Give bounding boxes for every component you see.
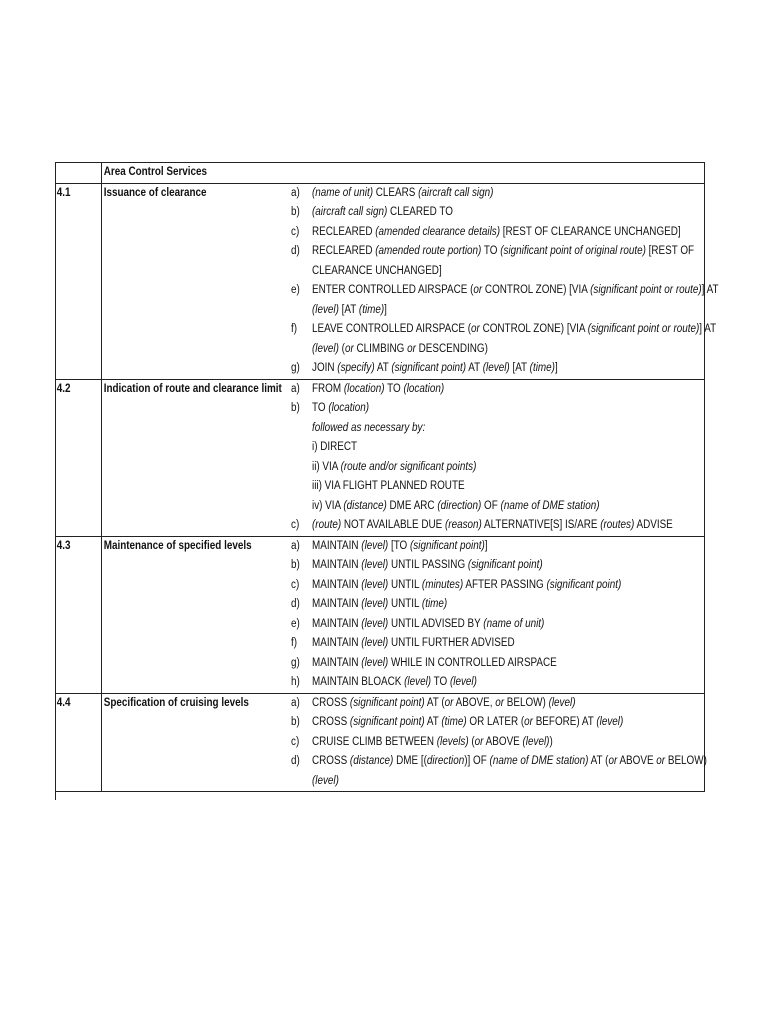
table-row: [55, 380, 704, 537]
phrase-fragment: MAINTAIN: [312, 656, 362, 669]
item-label: b): [291, 402, 300, 414]
phrase-text: [312, 477, 465, 497]
phrase-text: [312, 184, 493, 204]
phrase-fragment: FROM: [312, 382, 344, 395]
phrase-text: [312, 772, 339, 792]
placeholder-text: (aircraft call sign): [418, 186, 494, 199]
phrase-fragment: CLIMBING: [353, 342, 408, 355]
phrase-fragment: TO: [431, 676, 450, 688]
placeholder-text: followed as necessary by:: [312, 421, 426, 434]
phrase-fragment: (: [338, 342, 345, 355]
phrase-fragment: (: [468, 735, 475, 748]
placeholder-text: (levels): [436, 735, 469, 748]
phrase-line: [281, 615, 704, 635]
phrase-text: [312, 281, 719, 301]
phrase-fragment: ABOVE: [483, 735, 523, 748]
phrase-line: [281, 772, 704, 792]
item-label: d): [291, 245, 300, 257]
placeholder-text: (name of DME station): [500, 499, 600, 512]
phrase-text: [312, 615, 544, 635]
phrase-text: [312, 654, 557, 674]
phrase-fragment: NOT AVAILABLE DUE: [341, 519, 446, 531]
placeholder-text: (location): [343, 382, 385, 395]
placeholder-text: (level): [361, 617, 389, 630]
phrase-line: [281, 733, 704, 753]
item-label: c): [291, 519, 300, 531]
phrase-text: [312, 438, 357, 458]
phrase-fragment: ALTERNATIVE[S] IS/ARE: [481, 519, 601, 531]
phrase-text: [312, 576, 621, 596]
phrase-text: [312, 301, 387, 321]
clause-number: 4.1: [56, 186, 71, 199]
phrase-line: [281, 497, 704, 517]
phrase-fragment: MAINTAIN: [312, 617, 362, 630]
phrase-fragment: DME ARC: [386, 499, 438, 512]
placeholder-text: (level): [404, 676, 432, 688]
clause-title: Indication of route and clearance limit: [103, 382, 282, 395]
phrase-line: [281, 634, 704, 654]
placeholder-text: (distance): [343, 499, 387, 512]
phrase-fragment: iv) VIA: [312, 499, 344, 512]
phrase-line: [281, 419, 704, 439]
clause-number: 4.3: [56, 539, 71, 552]
placeholder-text: or: [344, 342, 354, 355]
placeholder-text: (route): [312, 519, 342, 531]
item-label: g): [291, 362, 300, 374]
placeholder-text: (significant point): [349, 696, 425, 709]
phrase-fragment: TO: [481, 245, 501, 257]
phrase-text: [312, 634, 515, 654]
phrase-line: [281, 694, 704, 714]
placeholder-text: (name of DME station): [489, 755, 589, 767]
phrase-text: [312, 556, 543, 576]
placeholder-text: (route and/or significant points): [340, 460, 477, 473]
phrase-line: [281, 380, 704, 400]
placeholder-text: (direction): [437, 499, 482, 512]
placeholder-text: (minutes): [421, 578, 464, 591]
phrase-text: [312, 673, 477, 693]
placeholder-text: (significant point): [349, 716, 425, 728]
phrase-fragment: BELOW): [665, 755, 707, 767]
placeholder-text: or: [407, 342, 416, 355]
placeholder-text: (level): [482, 362, 510, 374]
item-label: d): [291, 755, 300, 767]
placeholder-text: (location): [328, 402, 370, 414]
placeholder-text: (level): [312, 342, 339, 355]
item-label: d): [291, 598, 300, 610]
phrase-list: [281, 694, 707, 792]
placeholder-text: (significant point): [391, 362, 467, 374]
phrase-text: [312, 359, 558, 379]
placeholder-text: (name of unit): [312, 186, 374, 199]
phrase-text: [312, 752, 707, 772]
phrase-fragment: LEAVE CONTROLLED AIRSPACE (: [312, 323, 472, 335]
placeholder-text: or: [656, 755, 666, 767]
phrase-text: [312, 242, 694, 262]
placeholder-text: (significant point or route): [590, 284, 702, 296]
phrase-fragment: ]: [484, 539, 488, 552]
phrase-fragment: CONTROL ZONE) [VIA: [482, 284, 591, 296]
clause-title: Maintenance of specified levels: [103, 539, 252, 552]
phrase-line: [281, 281, 719, 301]
phrase-fragment: AT (: [588, 755, 609, 767]
phrase-text: [312, 516, 673, 536]
phrase-fragment: CONTROL ZONE) [VIA: [479, 323, 588, 335]
phrase-fragment: [AT: [338, 303, 359, 316]
phrase-fragment: JOIN: [312, 362, 338, 374]
placeholder-text: (level): [361, 559, 389, 571]
phrase-fragment: RECLEARED: [312, 245, 376, 257]
phrase-line: [281, 654, 704, 674]
item-label: a): [291, 186, 300, 199]
phrase-fragment: OR LATER (: [466, 716, 525, 728]
phrase-fragment: ENTER CONTROLLED AIRSPACE (: [312, 284, 474, 296]
placeholder-text: (level): [361, 598, 389, 610]
item-label: e): [291, 617, 300, 630]
placeholder-text: (specify): [337, 362, 375, 374]
placeholder-text: or: [608, 755, 618, 767]
phrase-text: [312, 497, 599, 517]
phrase-text: [312, 262, 442, 282]
phrase-line: [281, 477, 704, 497]
phrase-line: [281, 301, 704, 321]
phrase-text: [312, 694, 575, 714]
phrase-line: [281, 595, 704, 615]
item-label: e): [291, 284, 300, 296]
phrase-fragment: iii) VIA FLIGHT PLANNED ROUTE: [312, 480, 465, 492]
phrase-fragment: OF: [481, 499, 501, 512]
phrase-fragment: )] OF: [464, 755, 490, 767]
phrase-fragment: MAINTAIN BLOACK: [312, 676, 405, 688]
phrase-line: [281, 340, 704, 360]
placeholder-text: (significant point): [467, 559, 543, 571]
phrase-fragment: CROSS: [312, 696, 350, 709]
item-label: b): [291, 716, 300, 728]
phraseology-table: [55, 162, 719, 792]
placeholder-text: or: [495, 696, 505, 709]
placeholder-text: (level): [361, 637, 389, 649]
phrase-line: [281, 262, 704, 282]
phrase-text: [312, 340, 488, 360]
phrase-text: [312, 733, 553, 753]
phrase-fragment: UNTIL ADVISED BY: [388, 617, 484, 630]
placeholder-text: (aircraft call sign): [312, 206, 388, 218]
phrase-fragment: DESCENDING): [415, 342, 488, 355]
item-label: f): [291, 323, 298, 335]
phrase-fragment: i) DIRECT: [312, 441, 358, 453]
placeholder-text: (significant point): [546, 578, 622, 591]
phrase-line: [281, 516, 704, 536]
phrase-fragment: CROSS: [312, 716, 350, 728]
phrase-fragment: AT: [374, 362, 392, 374]
placeholder-text: (level): [596, 716, 624, 728]
phrase-line: [281, 242, 704, 262]
phrase-fragment: AT: [424, 716, 442, 728]
phrase-fragment: AT (: [424, 696, 445, 709]
placeholder-text: (distance): [349, 755, 394, 767]
phrase-line: [281, 576, 704, 596]
placeholder-text: (level): [361, 539, 389, 552]
phrase-line: [281, 713, 704, 733]
phrase-line: [281, 556, 704, 576]
phrase-line: [281, 752, 707, 772]
placeholder-text: (level): [548, 696, 576, 709]
phrase-line: [281, 438, 704, 458]
phrase-line: [281, 184, 704, 204]
placeholder-text: (level): [361, 656, 389, 669]
phrase-fragment: UNTIL: [388, 598, 422, 610]
table-row: [55, 694, 707, 793]
phrase-fragment: MAINTAIN: [312, 559, 362, 571]
phrase-fragment: [REST OF: [645, 245, 695, 257]
phrase-fragment: [AT: [509, 362, 530, 374]
phrase-line: [281, 223, 704, 243]
placeholder-text: (time): [441, 716, 467, 728]
phrase-fragment: MAINTAIN: [312, 539, 362, 552]
phrase-text: [312, 203, 453, 223]
phrase-line: [281, 359, 704, 379]
placeholder-text: (level): [522, 735, 550, 748]
placeholder-text: or: [471, 323, 480, 335]
phrase-text: [312, 380, 444, 400]
phrase-fragment: TO: [384, 382, 404, 395]
phrase-text: [312, 595, 447, 615]
phrase-text: [312, 713, 623, 733]
phrase-line: [281, 458, 704, 478]
phrase-line: [281, 399, 704, 419]
table-row: [55, 184, 719, 380]
phrase-text: [312, 320, 716, 340]
placeholder-text: direction: [426, 755, 465, 767]
phrase-fragment: ] AT: [699, 323, 717, 335]
phrase-fragment: [REST OF CLEARANCE UNCHANGED]: [500, 225, 681, 238]
placeholder-text: (time): [358, 303, 385, 316]
phrase-fragment: ): [549, 735, 553, 748]
table-row: [55, 537, 704, 694]
item-label: c): [291, 735, 300, 748]
phrase-fragment: ABOVE: [617, 755, 657, 767]
item-label: a): [291, 696, 300, 709]
phrase-fragment: BELOW): [504, 696, 549, 709]
phrase-fragment: ]: [384, 303, 387, 316]
phrase-text: [312, 223, 681, 243]
phrase-text: [312, 458, 476, 478]
placeholder-text: (name of unit): [483, 617, 545, 630]
placeholder-text: or: [444, 696, 454, 709]
phrase-fragment: UNTIL FURTHER ADVISED: [388, 637, 515, 649]
phrase-fragment: AFTER PASSING: [463, 578, 547, 591]
item-label: c): [291, 225, 300, 238]
item-label: c): [291, 578, 300, 591]
phrase-line: [281, 203, 704, 223]
phrase-text: [312, 419, 425, 439]
clause-number: 4.2: [56, 382, 71, 395]
placeholder-text: (significant point): [410, 539, 485, 552]
clause-number: 4.4: [56, 696, 71, 709]
placeholder-text: (amended clearance details): [375, 225, 501, 238]
placeholder-text: (location): [403, 382, 445, 395]
section-title: Area Control Services: [103, 166, 208, 178]
placeholder-text: (time): [529, 362, 555, 374]
phrase-list: [281, 537, 704, 693]
placeholder-text: (significant point of original route): [500, 245, 646, 257]
placeholder-text: (time): [421, 598, 448, 610]
placeholder-text: (level): [361, 578, 389, 591]
phrase-fragment: ADVISE: [634, 519, 673, 531]
placeholder-text: (significant point or route): [587, 323, 700, 335]
phrase-fragment: WHILE IN CONTROLLED AIRSPACE: [388, 656, 557, 669]
phrase-fragment: ] AT: [701, 284, 719, 296]
phrase-fragment: MAINTAIN: [312, 637, 362, 649]
phrase-text: [312, 399, 369, 419]
placeholder-text: or: [524, 716, 533, 728]
item-label: h): [291, 676, 300, 688]
phrase-fragment: RECLEARED: [312, 225, 376, 238]
phrase-fragment: AT: [466, 362, 483, 374]
placeholder-text: or: [473, 284, 483, 296]
item-label: a): [291, 539, 300, 552]
clause-title: Specification of cruising levels: [103, 696, 249, 709]
placeholder-text: (level): [312, 303, 339, 316]
phrase-fragment: [TO: [388, 539, 411, 552]
phrase-line: [281, 320, 717, 340]
phrase-fragment: ii) VIA: [312, 460, 341, 473]
phrase-line: [281, 673, 704, 693]
placeholder-text: (amended route portion): [375, 245, 482, 257]
phrase-fragment: ABOVE,: [453, 696, 496, 709]
placeholder-text: (level): [312, 774, 339, 787]
phrase-text: [312, 537, 488, 557]
phrase-fragment: CRUISE CLIMB BETWEEN: [312, 735, 437, 748]
phrase-list: [281, 380, 704, 536]
phrase-fragment: UNTIL: [388, 578, 422, 591]
item-label: g): [291, 656, 300, 669]
phrase-fragment: DME [(: [393, 755, 427, 767]
phrase-list: [281, 184, 719, 379]
placeholder-text: (reason): [445, 519, 482, 531]
item-label: b): [291, 206, 300, 218]
placeholder-text: (routes): [600, 519, 635, 531]
item-label: a): [291, 382, 300, 395]
phrase-fragment: BEFORE) AT: [532, 716, 597, 728]
phrase-fragment: UNTIL PASSING: [388, 559, 468, 571]
phrase-fragment: MAINTAIN: [312, 598, 362, 610]
phrase-fragment: ]: [554, 362, 558, 374]
item-label: f): [291, 637, 298, 649]
phrase-fragment: CLEARS: [373, 186, 419, 199]
clause-title: Issuance of clearance: [103, 186, 207, 199]
phrase-fragment: MAINTAIN: [312, 578, 362, 591]
phrase-fragment: CLEARANCE UNCHANGED]: [312, 264, 442, 277]
phrase-line: [281, 537, 704, 557]
phrase-fragment: CLEARED TO: [387, 206, 453, 218]
item-label: b): [291, 559, 300, 571]
phrase-fragment: CROSS: [312, 755, 350, 767]
placeholder-text: (level): [449, 676, 477, 688]
section-header-row: [55, 163, 704, 184]
phrase-fragment: TO: [312, 402, 329, 414]
placeholder-text: or: [474, 735, 484, 748]
